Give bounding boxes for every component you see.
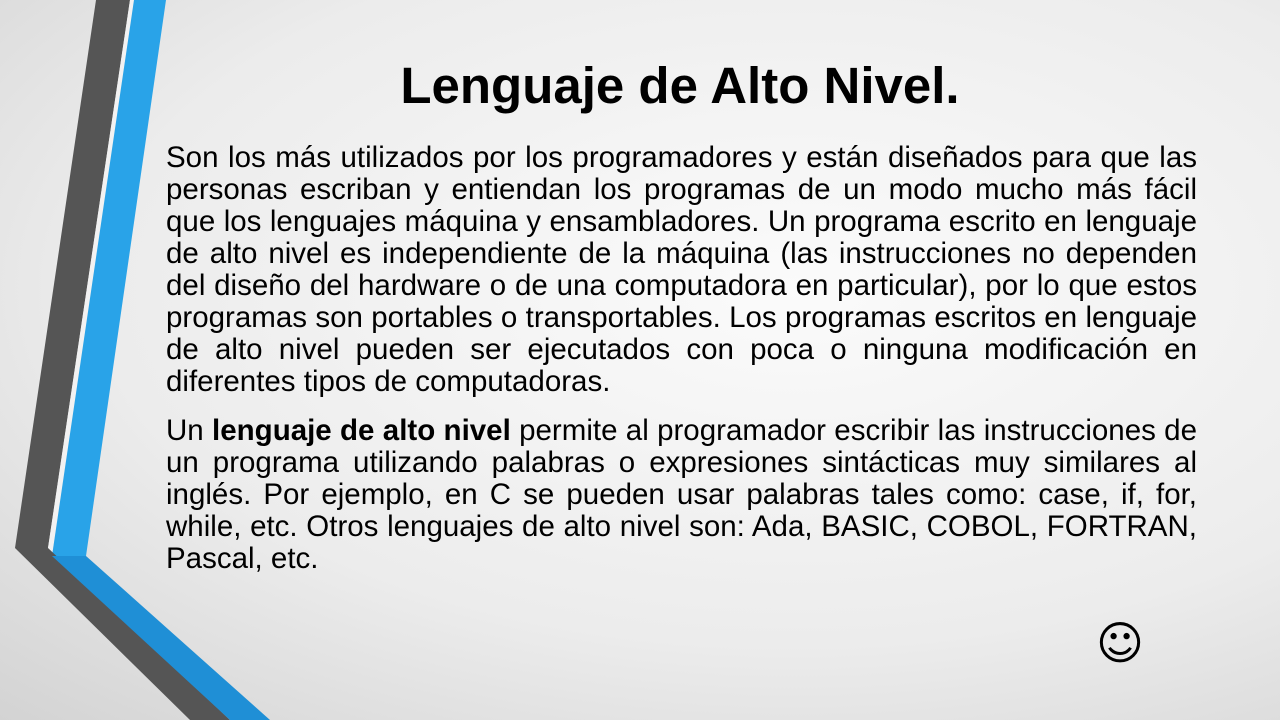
paragraph-examples-lead: Un [166,414,213,447]
paragraph-examples-bold: lenguaje de alto nivel [212,414,511,447]
paragraph-definition: Son los más utilizados por los programadores y están diseñados para que las personas escriban y entiendan los programas de un modo mucho más fácil que los lenguajes máquina y ensambladores. Un programa escrito en lenguaje de alto nivel es independiente de la máquina (las instrucciones no dependen del diseño del hardware o de una computadora en particular), por lo que estos programas son portables o transportables. Los programas escritos en lenguaje de alto nivel pueden ser ejecutados con poca o ninguna modificación en diferentes tipos de computadoras. [166,141,1197,398]
paragraph-examples [166,415,1197,575]
slide-body [166,142,1197,575]
paragraph-examples-rest: permite al programador escribir las instrucciones de un programa utilizando palabras o expresiones sintácticas muy similares al inglés. Por ejemplo, en C se pueden usar palabras tales como: case, if, for, while, etc. Otros lenguajes de alto nivel son: Ada, BASIC, COBOL, FORTRAN, Pascal, etc. [166,414,1197,575]
smiley-face-icon: ☺ [1096,616,1144,670]
blue-stripe-lower [52,556,270,720]
slide-title: Lenguaje de Alto Nivel. [400,57,960,114]
